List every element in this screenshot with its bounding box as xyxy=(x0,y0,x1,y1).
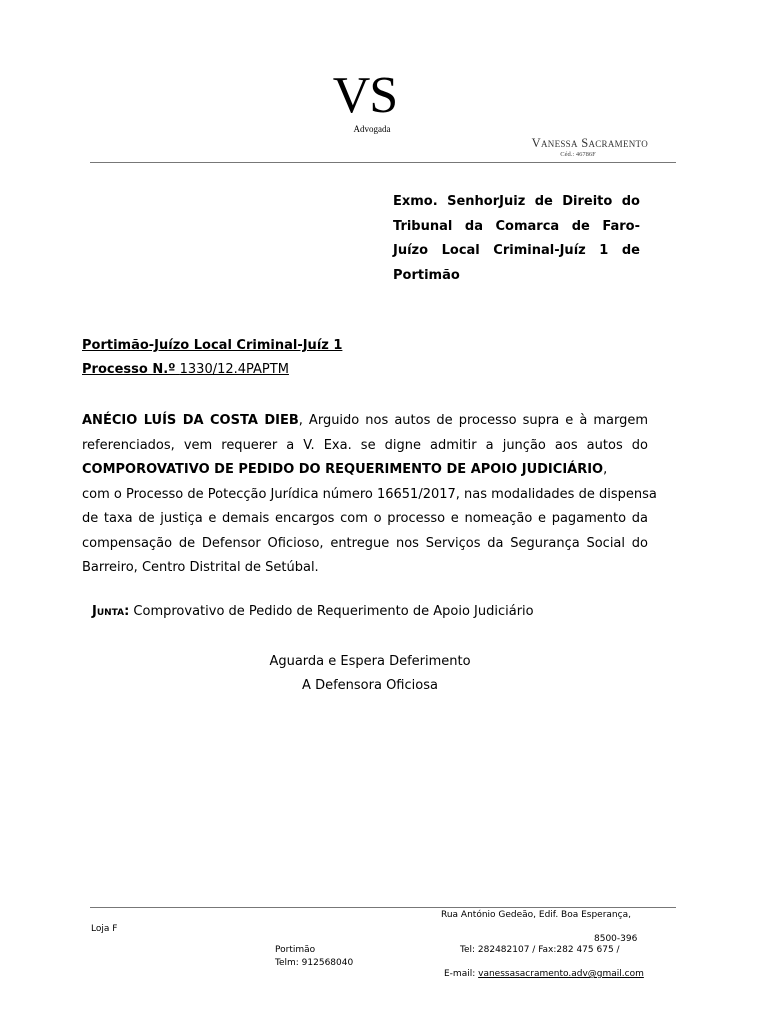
body-text: , Arguido nos autos de processo supra e à margem xyxy=(298,413,648,428)
body-line: Barreiro, Centro Distrital de Setúbal. xyxy=(82,560,319,575)
body-line: de taxa de justiça e demais encargos com o processo e nomeação e pagamento da xyxy=(82,511,648,526)
attachment-note xyxy=(92,604,534,619)
process-number: 1330/12.4PAPTM xyxy=(179,362,289,377)
footer-unit: Loja F xyxy=(91,924,118,934)
footer-phones: Tel: 282482107 / Fax:282 475 675 / xyxy=(460,945,620,955)
process-label: Processo N.º xyxy=(82,362,176,377)
header-divider xyxy=(90,162,676,163)
cedula-number: Céd.: 46786F xyxy=(560,151,596,158)
logo: VS xyxy=(332,67,398,124)
addressee-line: Portimão xyxy=(393,267,460,283)
addressee-line: Exmo. SenhorJuiz de Direito do xyxy=(393,194,640,209)
addressee-line: Tribunal da Comarca de Faro- xyxy=(393,218,640,234)
footer-postal-code: 8500-396 xyxy=(594,934,638,944)
body-line: referenciados, vem requerer a V. Exa. se digne admitir a junção aos autos do xyxy=(82,437,648,453)
body-paragraph xyxy=(82,409,657,581)
lawyer-name: Vanessa Sacramento xyxy=(531,136,648,150)
addressee-line: Juízo Local Criminal-Juíz 1 de xyxy=(393,243,640,258)
email-link[interactable]: vanessasacramento.adv@gmail.com xyxy=(478,969,644,979)
email-label: E-mail: xyxy=(444,969,479,979)
attachment-text: Comprovativo de Pedido de Requerimento de Apoio Judiciário xyxy=(129,604,534,619)
role-label: Advogada xyxy=(353,124,391,134)
document-title: COMPOROVATIVO DE PEDIDO DO REQUERIMENTO DE APOIO JUDICIÁRIO xyxy=(82,462,604,477)
body-line xyxy=(82,409,648,434)
case-number xyxy=(82,362,289,377)
signature-line: A Defensora Oficiosa xyxy=(302,678,438,693)
body-text: , xyxy=(603,462,608,477)
body-line: compensação de Defensor Oficioso, entregue nos Serviços da Segurança Social do xyxy=(82,535,648,551)
case-court: Portimão-Juízo Local Criminal-Juíz 1 xyxy=(82,338,343,353)
footer-street: Rua António Gedeão, Edif. Boa Esperança, xyxy=(441,910,631,920)
body-line xyxy=(82,458,648,483)
attachment-label: Junta: xyxy=(92,604,130,619)
footer-mobile: Telm: 912568040 xyxy=(275,958,354,968)
closing-line: Aguarda e Espera Deferimento xyxy=(269,654,471,669)
defendant-name: ANÉCIO LUÍS DA COSTA DIEB xyxy=(82,413,299,428)
footer-divider xyxy=(90,907,676,908)
footer-email xyxy=(444,969,644,979)
addressee-block xyxy=(393,190,640,288)
footer-city: Portimão xyxy=(275,945,316,955)
body-line: com o Processo de Potecção Jurídica número 16651/2017, nas modalidades de dispensa xyxy=(82,486,657,502)
